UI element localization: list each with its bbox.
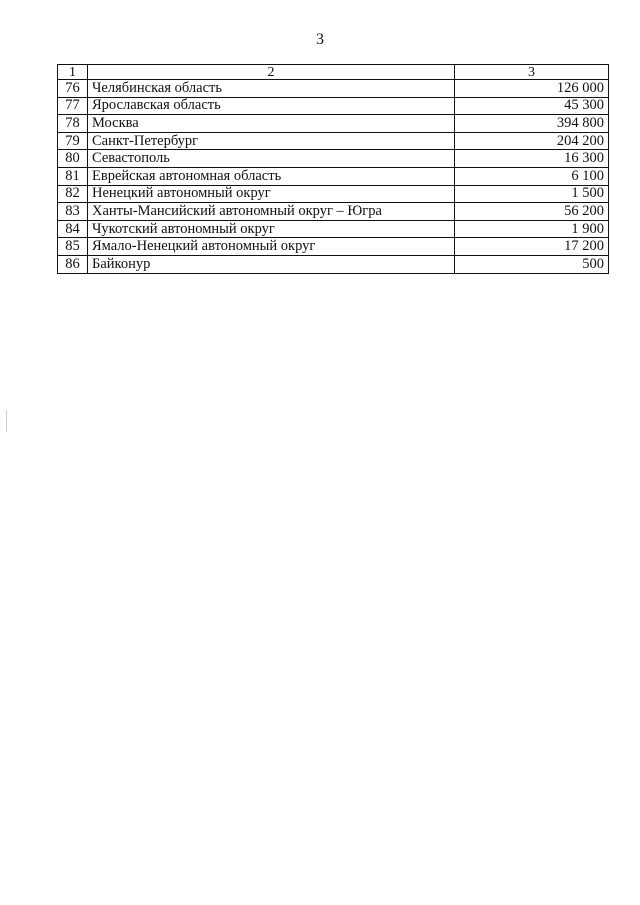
table-row <box>58 115 609 133</box>
region-name: Байконур <box>88 255 455 273</box>
table-row <box>58 238 609 256</box>
region-name: Ненецкий автономный округ <box>88 185 455 203</box>
row-number: 76 <box>58 80 88 98</box>
row-number: 80 <box>58 150 88 168</box>
row-number: 85 <box>58 238 88 256</box>
region-value: 394 800 <box>455 115 609 133</box>
header-column-number: 1 <box>58 65 88 80</box>
region-name: Чукотский автономный округ <box>88 220 455 238</box>
region-name: Челябинская область <box>88 80 455 98</box>
table-row <box>58 220 609 238</box>
region-value: 1 900 <box>455 220 609 238</box>
region-name: Ярославская область <box>88 97 455 115</box>
allocation-table <box>57 64 609 274</box>
table-header-row <box>58 65 609 80</box>
table-row <box>58 203 609 221</box>
row-number: 79 <box>58 132 88 150</box>
region-value: 56 200 <box>455 203 609 221</box>
region-name: Ямало-Ненецкий автономный округ <box>88 238 455 256</box>
table-row <box>58 185 609 203</box>
table-row <box>58 132 609 150</box>
row-number: 82 <box>58 185 88 203</box>
region-name: Москва <box>88 115 455 133</box>
table-row <box>58 80 609 98</box>
region-value: 17 200 <box>455 238 609 256</box>
row-number: 78 <box>58 115 88 133</box>
table-row <box>58 150 609 168</box>
row-number: 86 <box>58 255 88 273</box>
region-name: Санкт-Петербург <box>88 132 455 150</box>
header-column-value: 3 <box>455 65 609 80</box>
region-value: 204 200 <box>455 132 609 150</box>
row-number: 81 <box>58 167 88 185</box>
row-number: 77 <box>58 97 88 115</box>
table-row <box>58 97 609 115</box>
header-column-region: 2 <box>88 65 455 80</box>
row-number: 83 <box>58 203 88 221</box>
region-name: Севастополь <box>88 150 455 168</box>
region-value: 16 300 <box>455 150 609 168</box>
table-row <box>58 255 609 273</box>
region-name: Еврейская автономная область <box>88 167 455 185</box>
region-value: 6 100 <box>455 167 609 185</box>
region-name: Ханты-Мансийский автономный округ – Югра <box>88 203 455 221</box>
region-value: 1 500 <box>455 185 609 203</box>
scan-artifact-mark <box>6 410 7 432</box>
table-row <box>58 167 609 185</box>
region-value: 45 300 <box>455 97 609 115</box>
page-number: 3 <box>316 31 324 48</box>
row-number: 84 <box>58 220 88 238</box>
region-value: 126 000 <box>455 80 609 98</box>
region-value: 500 <box>455 255 609 273</box>
